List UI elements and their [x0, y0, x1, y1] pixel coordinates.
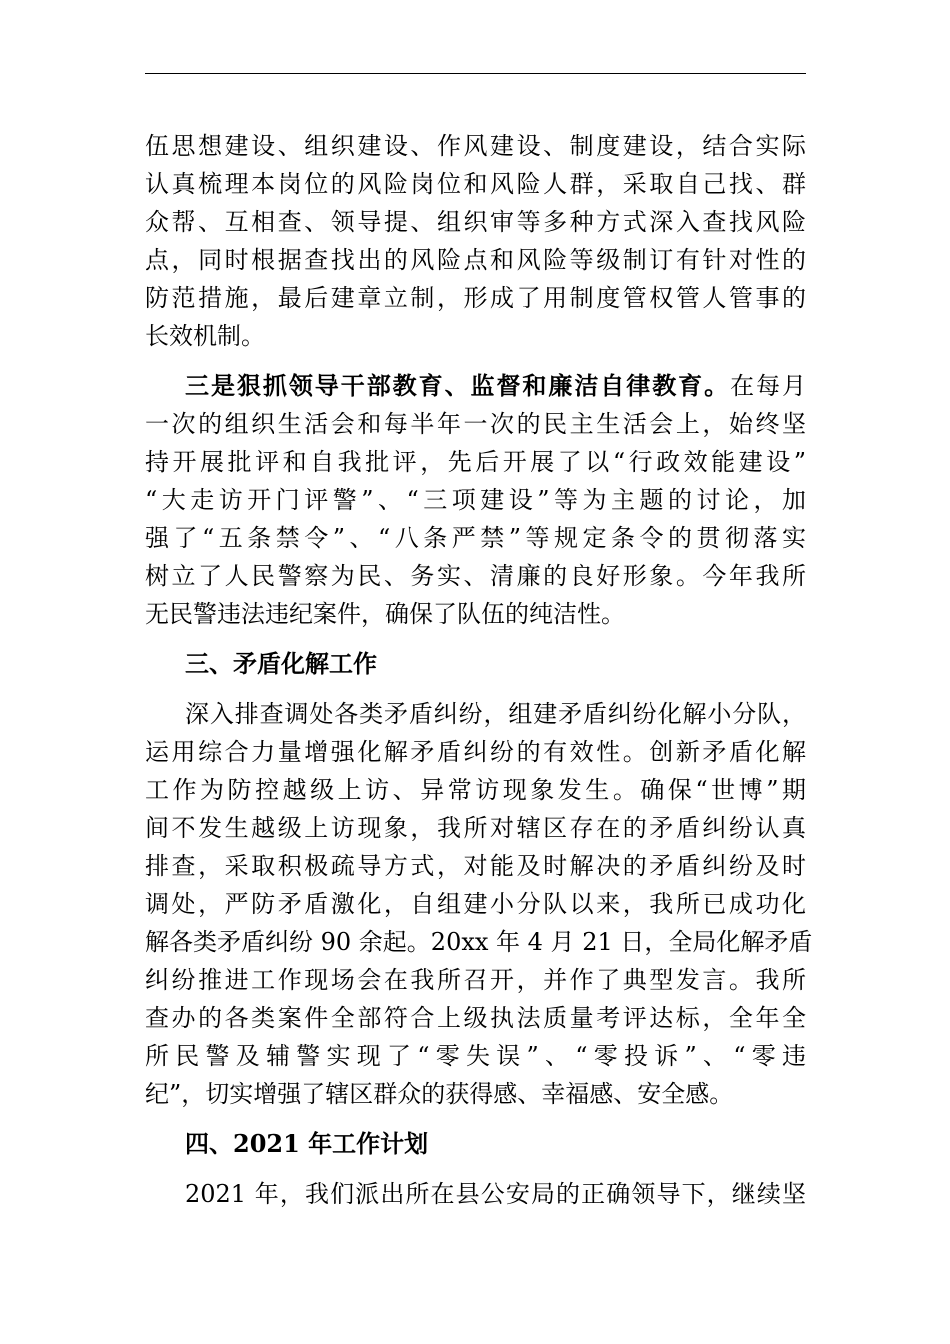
body-line: 点，同时根据查找出的风险点和风险等级制订有针对性的 — [145, 246, 806, 274]
body-line: 纠纷推进工作现场会在我所召开，并作了典型发言。我所 — [145, 966, 806, 994]
body-line: 2021 年，我们派出所在县公安局的正确领导下，继续坚 — [185, 1180, 806, 1208]
body-line: 间不发生越级上访现象，我所对辖区存在的矛盾纠纷认真 — [145, 814, 806, 842]
header-rule — [145, 73, 806, 74]
body-line: 排查，采取积极疏导方式，对能及时解决的矛盾纠纷及时 — [145, 852, 806, 880]
body-line: 所民警及辅警实现了“零失误”、“零投诉”、“零违 — [145, 1042, 806, 1070]
body-line: 长效机制。 — [145, 322, 265, 350]
section-heading: 三、矛盾化解工作 — [185, 649, 377, 678]
body-line: 查办的各类案件全部符合上级执法质量考评达标，全年全 — [145, 1004, 806, 1032]
body-line: 深入排查调处各类矛盾纠纷，组建矛盾纠纷化解小分队， — [185, 700, 806, 728]
body-line: 一次的组织生活会和每半年一次的民主生活会上，始终坚 — [145, 410, 806, 438]
body-line: 持开展批评和自我批评，先后开展了以“行政效能建设” — [145, 448, 806, 476]
body-line: 伍思想建设、组织建设、作风建设、制度建设，结合实际 — [145, 132, 806, 160]
body-line: 认真梳理本岗位的风险岗位和风险人群，采取自己找、群 — [145, 170, 806, 198]
body-line: 工作为防控越级上访、异常访现象发生。确保“世博”期 — [145, 776, 806, 804]
lead-rest-text: 在每月 — [730, 372, 807, 400]
body-line: 强了“五条禁令”、“八条严禁”等规定条令的贯彻落实 — [145, 524, 806, 552]
body-line: 众帮、互相查、领导提、组织审等多种方式深入查找风险 — [145, 208, 806, 236]
body-line: “大走访开门评警”、“三项建设”等为主题的讨论，加 — [145, 486, 806, 514]
body-line: 调处，严防矛盾激化，自组建小分队以来，我所已成功化 — [145, 890, 806, 918]
body-line: 防范措施，最后建章立制，形成了用制度管权管人管事的 — [145, 284, 806, 312]
body-line: 运用综合力量增强化解矛盾纠纷的有效性。创新矛盾化解 — [145, 738, 806, 766]
bold-lead-text: 三是狠抓领导干部教育、监督和廉洁自律教育。 — [185, 371, 731, 400]
body-line: 树立了人民警察为民、务实、清廉的良好形象。今年我所 — [145, 562, 806, 590]
body-line: 解各类矛盾纠纷 90 余起。20xx 年 4 月 21 日，全局化解矛盾 — [145, 928, 813, 956]
body-line: 无民警违法违纪案件，确保了队伍的纯洁性。 — [145, 600, 625, 628]
section-heading: 四、2021 年工作计划 — [185, 1129, 429, 1158]
body-line: 纪”，切实增强了辖区群众的获得感、幸福感、安全感。 — [145, 1080, 734, 1108]
paragraph-lead-line — [185, 367, 806, 405]
